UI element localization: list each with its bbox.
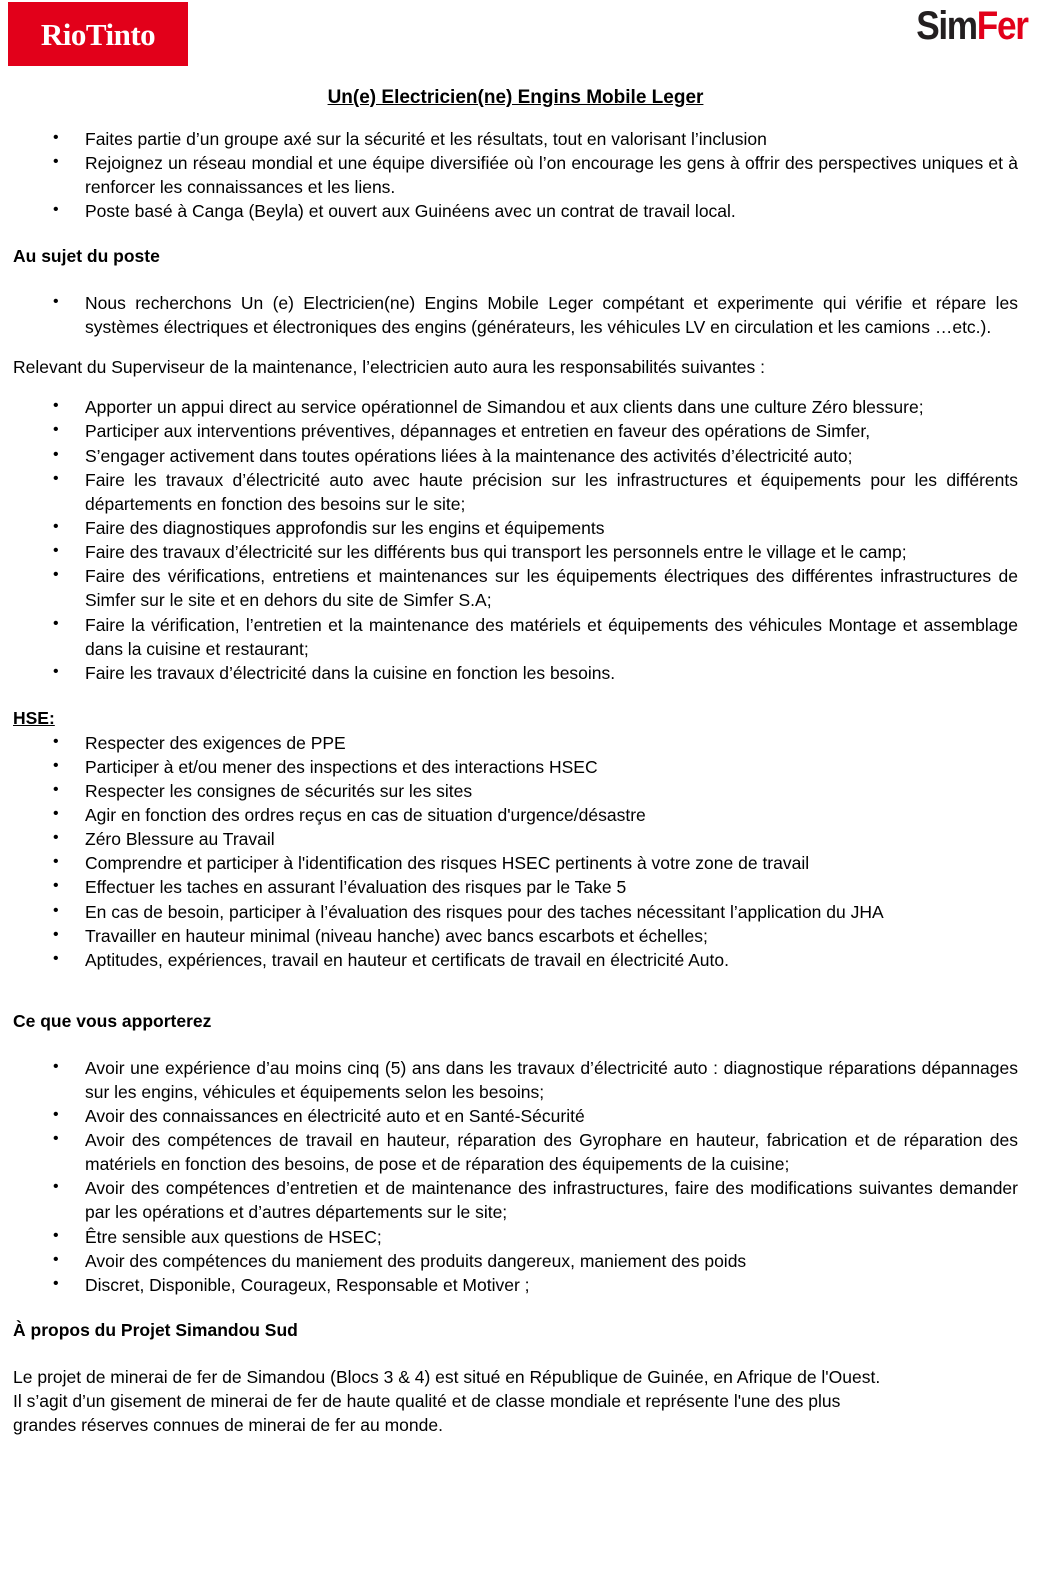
list-item: • Avoir des compétences du maniement des produits dangereux, maniement des poids [13, 1249, 1018, 1273]
reporting-line-text: Relevant du Superviseur de la maintenance, l’electricien auto aura les responsabilités suivantes : [13, 357, 765, 378]
list-item: • Avoir des compétences d’entretien et de maintenance des infrastructures, faire des modifications suivantes demander par les opérations et d’autres départements sur le site; [13, 1176, 1018, 1224]
about-project-line-1: Le projet de minerai de fer de Simandou (Blocs 3 & 4) est situé en République de Guinée, en Afrique de l'Ouest. [13, 1366, 881, 1387]
section-heading-about-project: À propos du Projet Simandou Sud [13, 1320, 298, 1341]
list-item: • Poste basé à Canga (Beyla) et ouvert aux Guinéens avec un contrat de travail local. [13, 199, 1018, 223]
list-item: • Comprendre et participer à l'identification des risques HSEC pertinents à votre zone de travail [13, 851, 1018, 875]
list-item: • Faire des travaux d’électricité sur les différents bus qui transport les personnels entre le village et le camp; [13, 540, 1018, 564]
section-heading-what-you-bring: Ce que vous apporterez [13, 1011, 212, 1032]
list-item: • Travailler en hauteur minimal (niveau hanche) avec bancs escarbots et échelles; [13, 924, 1018, 948]
list-item: • Participer à et/ou mener des inspections et des interactions HSEC [13, 755, 1018, 779]
list-item: • Discret, Disponible, Courageux, Responsable et Motiver ; [13, 1273, 1018, 1297]
list-item: • Apporter un appui direct au service opérationnel de Simandou et aux clients dans une culture Zéro blessure; [13, 395, 1018, 419]
intro-bullet-list [13, 127, 1018, 224]
section-heading-about-role: Au sujet du poste [13, 246, 160, 267]
list-item: • Respecter des exigences de PPE [13, 731, 1018, 755]
list-item: • Faire des diagnostiques approfondis sur les engins et équipements [13, 516, 1018, 540]
what-you-bring-heading-wrap [13, 1010, 1018, 1034]
hse-bullet-list [13, 731, 1018, 972]
list-item: • Respecter les consignes de sécurités sur les sites [13, 779, 1018, 803]
responsibilities-bullet-list [13, 395, 1018, 685]
spacer [13, 339, 1018, 355]
list-item: • Zéro Blessure au Travail [13, 827, 1018, 851]
list-item: • En cas de besoin, participer à l’évaluation des risques pour des taches nécessitant l’application du JHA [13, 900, 1018, 924]
list-item: • Agir en fonction des ordres reçus en cas de situation d'urgence/désastre [13, 803, 1018, 827]
list-item: • Rejoignez un réseau mondial et une équipe diversifiée où l’on encourage les gens à offrir des perspectives uniques et à renforcer les connaissances et les liens. [13, 151, 1018, 199]
about-role-heading-wrap [13, 245, 1018, 269]
spacer [13, 223, 1018, 245]
spacer [13, 269, 1018, 291]
about-project-line-2: Il s’agit d’un gisement de minerai de fer de haute qualité et de classe mondiale et représente l'une des plus [13, 1390, 841, 1411]
list-item: • Avoir une expérience d’au moins cinq (5) ans dans les travaux d’électricité auto : diagnostique réparations dépannages sur les engins, véhicules et équipements selon les besoins; [13, 1056, 1018, 1104]
spacer [13, 1343, 1018, 1365]
list-item: • Aptitudes, expériences, travail en hauteur et certificats de travail en électricité Auto. [13, 948, 1018, 972]
list-item: • Faire la vérification, l’entretien et la maintenance des matériels et équipements des véhicules Montage et assemblage dans la cuisine et restaurant; [13, 613, 1018, 661]
hse-heading-wrap [13, 707, 1018, 731]
simfer-logo-fer: Fer [977, 4, 1028, 48]
spacer [13, 685, 1018, 707]
spacer [13, 1297, 1018, 1319]
list-item: • S’engager activement dans toutes opérations liées à la maintenance des activités d’électricité auto; [13, 444, 1018, 468]
list-item: • Être sensible aux questions de HSEC; [13, 1225, 1018, 1249]
simfer-logo [917, 6, 1028, 46]
what-you-bring-bullet-list [13, 1056, 1018, 1297]
list-item: • Avoir des connaissances en électricité auto et en Santé-Sécurité [13, 1104, 1018, 1128]
riotinto-logo [8, 2, 188, 66]
list-item: • Faire des vérifications, entretiens et maintenances sur les équipements électriques des différentes infrastructures de Simfer sur le site et en dehors du site de Simfer S.A; [13, 564, 1018, 612]
list-item: • Faire les travaux d’électricité dans la cuisine en fonction les besoins. [13, 661, 1018, 685]
spacer [13, 111, 1018, 127]
list-item: • Participer aux interventions préventives, dépannages et entretien en faveur des opérations de Simfer, [13, 419, 1018, 443]
page-title: Un(e) Electricien(ne) Engins Mobile Leger [327, 87, 704, 108]
list-item: • Nous recherchons Un (e) Electricien(ne) Engins Mobile Leger compétant et experimente qui vérifie et répare les systèmes électriques et électroniques des engins (générateurs, les véhicules LV en circulation et les camions …etc.). [13, 291, 1018, 339]
list-item: • Faites partie d’un groupe axé sur la sécurité et les résultats, tout en valorisant l’inclusion [13, 127, 1018, 151]
about-project-line-3: grandes réserves connues de minerai de fer au monde. [13, 1414, 443, 1435]
about-project-heading-wrap [13, 1319, 1018, 1343]
document-content [13, 78, 1018, 1437]
section-heading-hse: HSE: [13, 707, 55, 728]
list-item: • Avoir des compétences de travail en hauteur, réparation des Gyrophare en hauteur, fabrication et de réparation des matériels en fonction des besoins, de pose et de réparation des équipements de la cuisine; [13, 1128, 1018, 1176]
spacer [13, 972, 1018, 1010]
document-header [0, 0, 1044, 78]
riotinto-logo-text: RioTinto [40, 16, 156, 52]
spacer [13, 1034, 1018, 1056]
list-item: • Effectuer les taches en assurant l’évaluation des risques par le Take 5 [13, 875, 1018, 899]
simfer-logo-sim: Sim [916, 4, 978, 48]
spacer [13, 379, 1018, 395]
about-role-bullet-list [13, 291, 1018, 339]
list-item: • Faire les travaux d’électricité auto avec haute précision sur les infrastructures et équipements pour les différents départements en fonction des besoins sur le site; [13, 468, 1018, 516]
